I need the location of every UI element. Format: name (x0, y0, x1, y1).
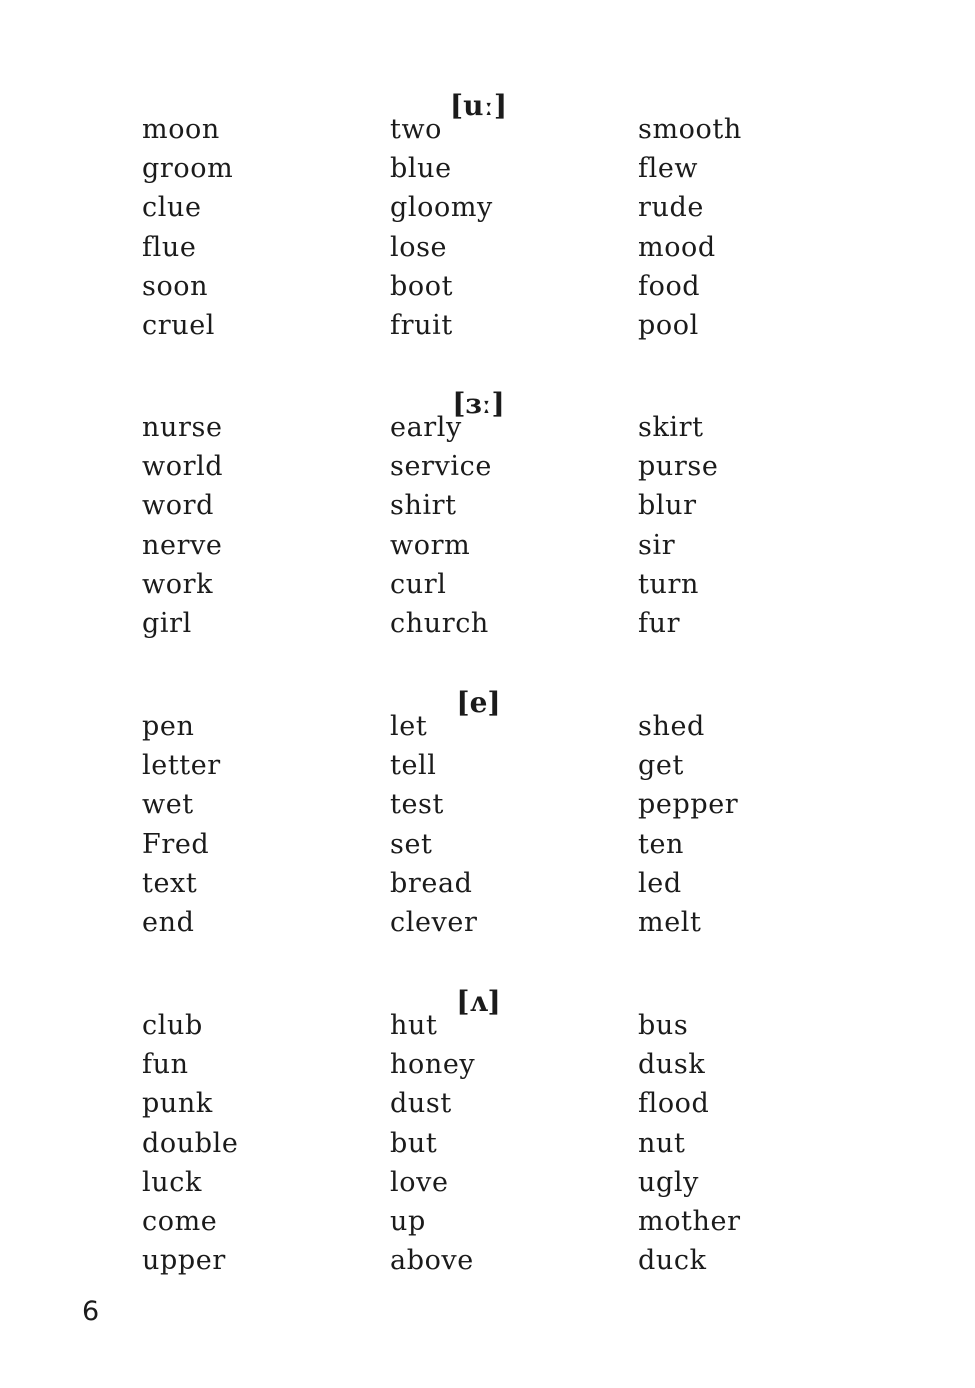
section-heading: [ɜː] (452, 387, 505, 420)
word-item: smooth (638, 114, 742, 145)
word-column (390, 110, 630, 345)
word-item: word (142, 490, 214, 522)
word-item: led (638, 867, 682, 899)
word-item: two (390, 114, 443, 145)
word-item: ugly (638, 1166, 699, 1198)
word-item: get (638, 750, 684, 782)
word-column (638, 1006, 878, 1280)
word-item: nut (638, 1127, 686, 1159)
word-item: purse (638, 451, 719, 483)
word-item: text (142, 867, 198, 899)
word-item: clever (390, 906, 478, 938)
word-item: world (142, 451, 224, 483)
word-item: early (390, 412, 462, 443)
word-item: punk (142, 1088, 213, 1120)
word-item: moon (142, 114, 220, 145)
word-item: shirt (390, 490, 457, 522)
word-item: bus (638, 1010, 689, 1041)
word-column (142, 707, 382, 942)
word-item: clue (142, 192, 202, 224)
word-column (142, 1006, 382, 1280)
word-item: nurse (142, 412, 223, 443)
word-item: wet (142, 789, 194, 821)
word-item: set (390, 828, 433, 860)
word-item: blue (390, 153, 452, 185)
word-column (390, 707, 630, 942)
word-item: worm (390, 529, 471, 561)
word-item: pool (638, 309, 699, 341)
word-item: food (638, 270, 701, 302)
word-item: pepper (638, 789, 739, 821)
word-column (142, 110, 382, 345)
word-item: tell (390, 750, 437, 782)
word-item: dust (390, 1088, 452, 1120)
word-item: bread (390, 867, 473, 899)
word-item: duck (638, 1245, 707, 1277)
word-item: mother (638, 1205, 741, 1237)
word-item: test (390, 789, 444, 821)
word-item: fruit (390, 309, 453, 341)
word-item: fur (638, 607, 681, 639)
word-item: Fred (142, 828, 210, 860)
word-item: double (142, 1127, 239, 1159)
word-item: club (142, 1010, 203, 1041)
section-heading: [e] (456, 686, 501, 719)
word-item: church (390, 607, 489, 639)
word-item: curl (390, 568, 447, 600)
word-item: flood (638, 1088, 710, 1120)
word-item: pen (142, 711, 195, 742)
section-heading: [uː] (449, 89, 508, 122)
word-item: nerve (142, 529, 223, 561)
word-item: work (142, 568, 214, 600)
word-item: boot (390, 270, 454, 302)
word-column (390, 1006, 630, 1280)
word-item: end (142, 906, 195, 938)
word-item: letter (142, 750, 221, 782)
word-column (638, 408, 878, 643)
word-item: luck (142, 1166, 202, 1198)
page-number: 6 (82, 1296, 100, 1327)
word-item: soon (142, 270, 209, 302)
word-item: flue (142, 231, 197, 263)
word-column (142, 408, 382, 643)
word-item: above (390, 1245, 474, 1277)
word-item: girl (142, 607, 192, 639)
word-item: lose (390, 231, 448, 263)
word-column (390, 408, 630, 643)
word-column (638, 110, 878, 345)
word-item: come (142, 1205, 218, 1237)
word-column (638, 707, 878, 942)
word-item: up (390, 1205, 426, 1237)
word-item: mood (638, 231, 716, 263)
word-item: but (390, 1127, 438, 1159)
word-item: rude (638, 192, 704, 224)
section-heading: [ʌ] (456, 985, 501, 1018)
word-item: cruel (142, 309, 216, 341)
word-item: gloomy (390, 192, 493, 224)
word-item: hut (390, 1010, 438, 1041)
word-item: melt (638, 906, 702, 938)
word-item: let (390, 711, 428, 742)
word-item: shed (638, 711, 705, 742)
word-item: ten (638, 828, 685, 860)
word-item: service (390, 451, 492, 483)
word-item: turn (638, 568, 699, 600)
word-item: love (390, 1166, 449, 1198)
word-item: fun (142, 1049, 189, 1081)
word-item: flew (638, 153, 699, 185)
word-item: upper (142, 1245, 226, 1277)
word-item: groom (142, 153, 234, 185)
word-item: skirt (638, 412, 704, 443)
word-item: dusk (638, 1049, 706, 1081)
word-item: blur (638, 490, 697, 522)
word-item: sir (638, 529, 676, 561)
word-item: honey (390, 1049, 476, 1081)
